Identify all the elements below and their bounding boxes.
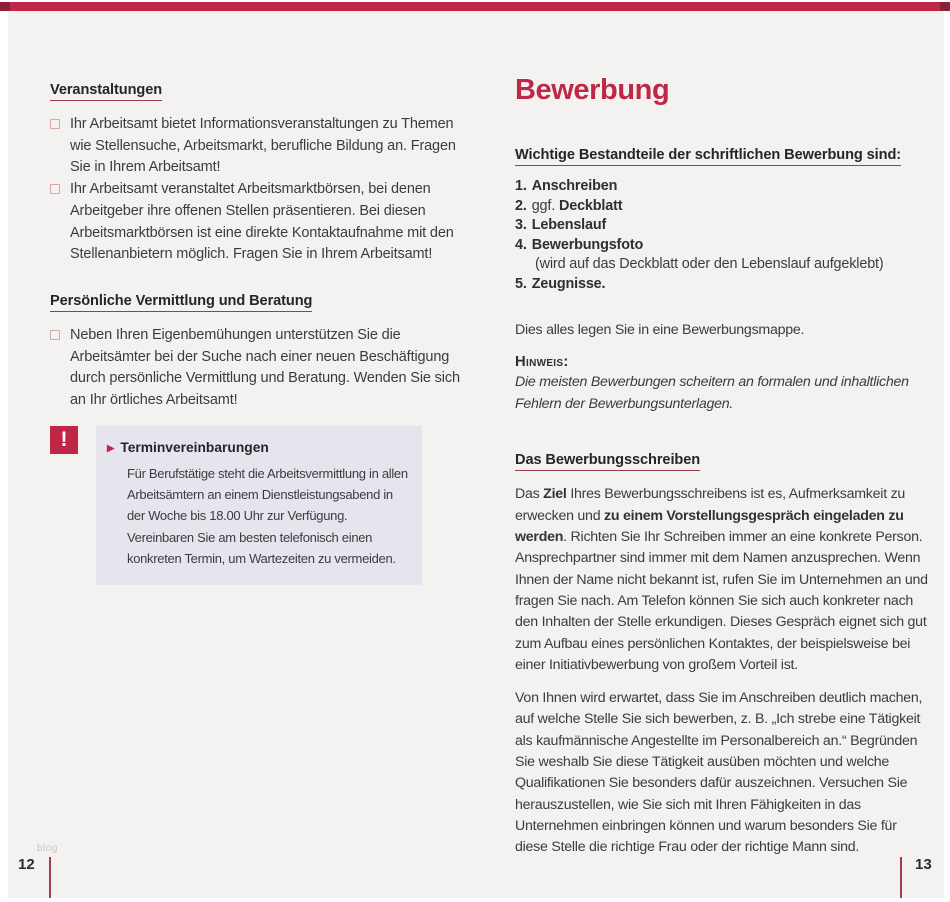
- text-segment-bold: Ziel: [543, 486, 567, 503]
- list-item: [50, 114, 462, 179]
- item-number: 3.: [515, 217, 527, 234]
- list-item: [515, 216, 933, 236]
- item-note: (wird auf das Deckblatt oder den Lebenslauf aufgeklebt): [535, 256, 884, 273]
- checklist-vermittlung: [50, 325, 462, 412]
- list-item-text: Neben Ihren Eigenbemühungen unterstützen Sie die Arbeitsämter bei der Suche nach einer neuen Beschäftigung durch persönliche Vermittlung und Beratung. Wenden Sie sich an Ihr örtliches Arbeitsamt!: [70, 326, 460, 409]
- section-heading-vermittlung: Persönliche Vermittlung und Beratung: [50, 293, 312, 312]
- item-number: 2.: [515, 197, 527, 214]
- accent-bar-left-cap: [0, 2, 10, 11]
- list-item-text: Ihr Arbeitsamt bietet Informationsveranstaltungen zu Themen wie Stellensuche, Arbeitsmarkt, berufliche Bildung an. Fragen Sie in Ihrem Arbeitsamt!: [70, 116, 456, 176]
- alert-callout: [50, 426, 462, 585]
- item-number: 4.: [515, 236, 527, 253]
- section-heading-veranstaltungen: Veranstaltungen: [50, 82, 162, 101]
- hinweis-text: Die meisten Bewerbungen scheitern an formalen und inhaltlichen Fehlern der Bewerbungsunterlagen.: [515, 373, 909, 412]
- checkbox-icon: [50, 330, 60, 340]
- paragraph-ziel: [515, 484, 933, 676]
- checkbox-icon: [50, 119, 60, 129]
- components-list: [515, 177, 933, 295]
- alert-body: Für Berufstätige steht die Arbeitsvermittlung in allen Arbeitsämtern an einem Dienstleistungsabend in der Woche bis 18.00 Uhr zur Verfügung. Vereinbaren Sie am besten telefonisch einen konkreten Termin, um Wartezeiten zu vermeiden.: [127, 465, 408, 566]
- checkbox-icon: [50, 184, 60, 194]
- text-segment: . Richten Sie Ihr Schreiben immer an eine konkrete Person. Ansprechpartner sind immer mit dem Namen anzusprechen. Wenn Ihnen der Name nicht bekannt ist, rufen Sie im Unternehmen an und fragen Sie nach. Am Telefon können Sie sich auch konkreter nach den Inhalten der Stelle erkundigen. Dieses Gespräch eignet sich gut zum Aufbau eines persönlichen Kontaktes, der beispielsweise bei einer Initiativbewerbung von großem Vorteil ist.: [515, 529, 928, 673]
- item-number: 1.: [515, 178, 527, 194]
- alert-title-row: [107, 440, 408, 455]
- footer-rule-right: [900, 857, 902, 898]
- list-item: [50, 179, 462, 266]
- list-item: [515, 177, 933, 197]
- text-segment: Das: [515, 486, 544, 503]
- watermark: blog: [37, 843, 58, 854]
- list-item: [50, 325, 462, 412]
- text-segment-bold: zu einem Vorstellungsgespräch eingeladen zu werden: [515, 507, 904, 546]
- alert-box: [96, 426, 422, 585]
- list-item-text: Ihr Arbeitsamt veranstaltet Arbeitsmarktbörsen, bei denen Arbeitgeber ihre offenen Stellen präsentieren. Bei diesen Arbeitsmarktbörsen ist eine direkte Kontaktaufnahme mit den Stellenanbietern möglich. Fragen Sie in Ihrem Arbeitsamt!: [70, 181, 454, 263]
- right-page: [515, 74, 933, 859]
- list-item: [515, 275, 933, 295]
- section-heading-bestandteile: Wichtige Bestandteile der schriftlichen Bewerbung sind:: [515, 147, 901, 166]
- alert-title: Terminvereinbarungen: [120, 439, 269, 455]
- item-prefix: ggf.: [531, 197, 559, 214]
- accent-bar-right-cap: [940, 2, 950, 11]
- exclamation-icon: !: [50, 426, 78, 454]
- item-label: Bewerbungsfoto: [531, 236, 644, 253]
- checklist-veranstaltungen: [50, 114, 462, 266]
- page-number-left: 12: [18, 856, 35, 873]
- section-heading-bewerbungsschreiben: Das Bewerbungsschreiben: [515, 452, 700, 471]
- item-label: Zeugnisse.: [531, 275, 606, 292]
- footer-rule-left: [49, 857, 51, 898]
- mappe-paragraph: Dies alles legen Sie in eine Bewerbungsmappe.: [515, 321, 805, 338]
- left-page: [50, 76, 462, 585]
- page-title: Bewerbung: [515, 74, 670, 106]
- paragraph-erwartung: Von Ihnen wird erwartet, dass Sie im Anschreiben deutlich machen, auf welche Stelle Sie sich bewerben, z. B. „Ich strebe eine Tätigkeit als kaufmännische Angestellte im Personalbereich an.“ Begründen Sie weshalb Sie diese Tätigkeit ausüben möchten und welche Qualifikationen Sie besonders dafür auszeichnen. Versuchen Sie herauszustellen, wie Sie sich mit Ihren Fähigkeiten in das Unternehmen einbringen können und warum besonders Sie für diese Stelle die richtige Frau oder der richtige Mann sind.: [515, 690, 923, 856]
- top-accent-bar: [0, 2, 950, 11]
- item-label: Lebenslauf: [531, 217, 607, 234]
- list-item: [515, 236, 933, 275]
- list-item: [515, 197, 933, 217]
- item-label: Anschreiben: [531, 178, 618, 194]
- text-segment: Ihres Bewerbungsschreibens ist es, Aufmerksamkeit zu erwecken und: [515, 486, 906, 524]
- item-label: Deckblatt: [558, 197, 623, 214]
- item-number: 5.: [515, 275, 527, 292]
- hinweis-label: Hinweis:: [515, 353, 569, 370]
- page-number-right: 13: [915, 856, 932, 873]
- arrow-right-icon: ▶: [107, 442, 115, 454]
